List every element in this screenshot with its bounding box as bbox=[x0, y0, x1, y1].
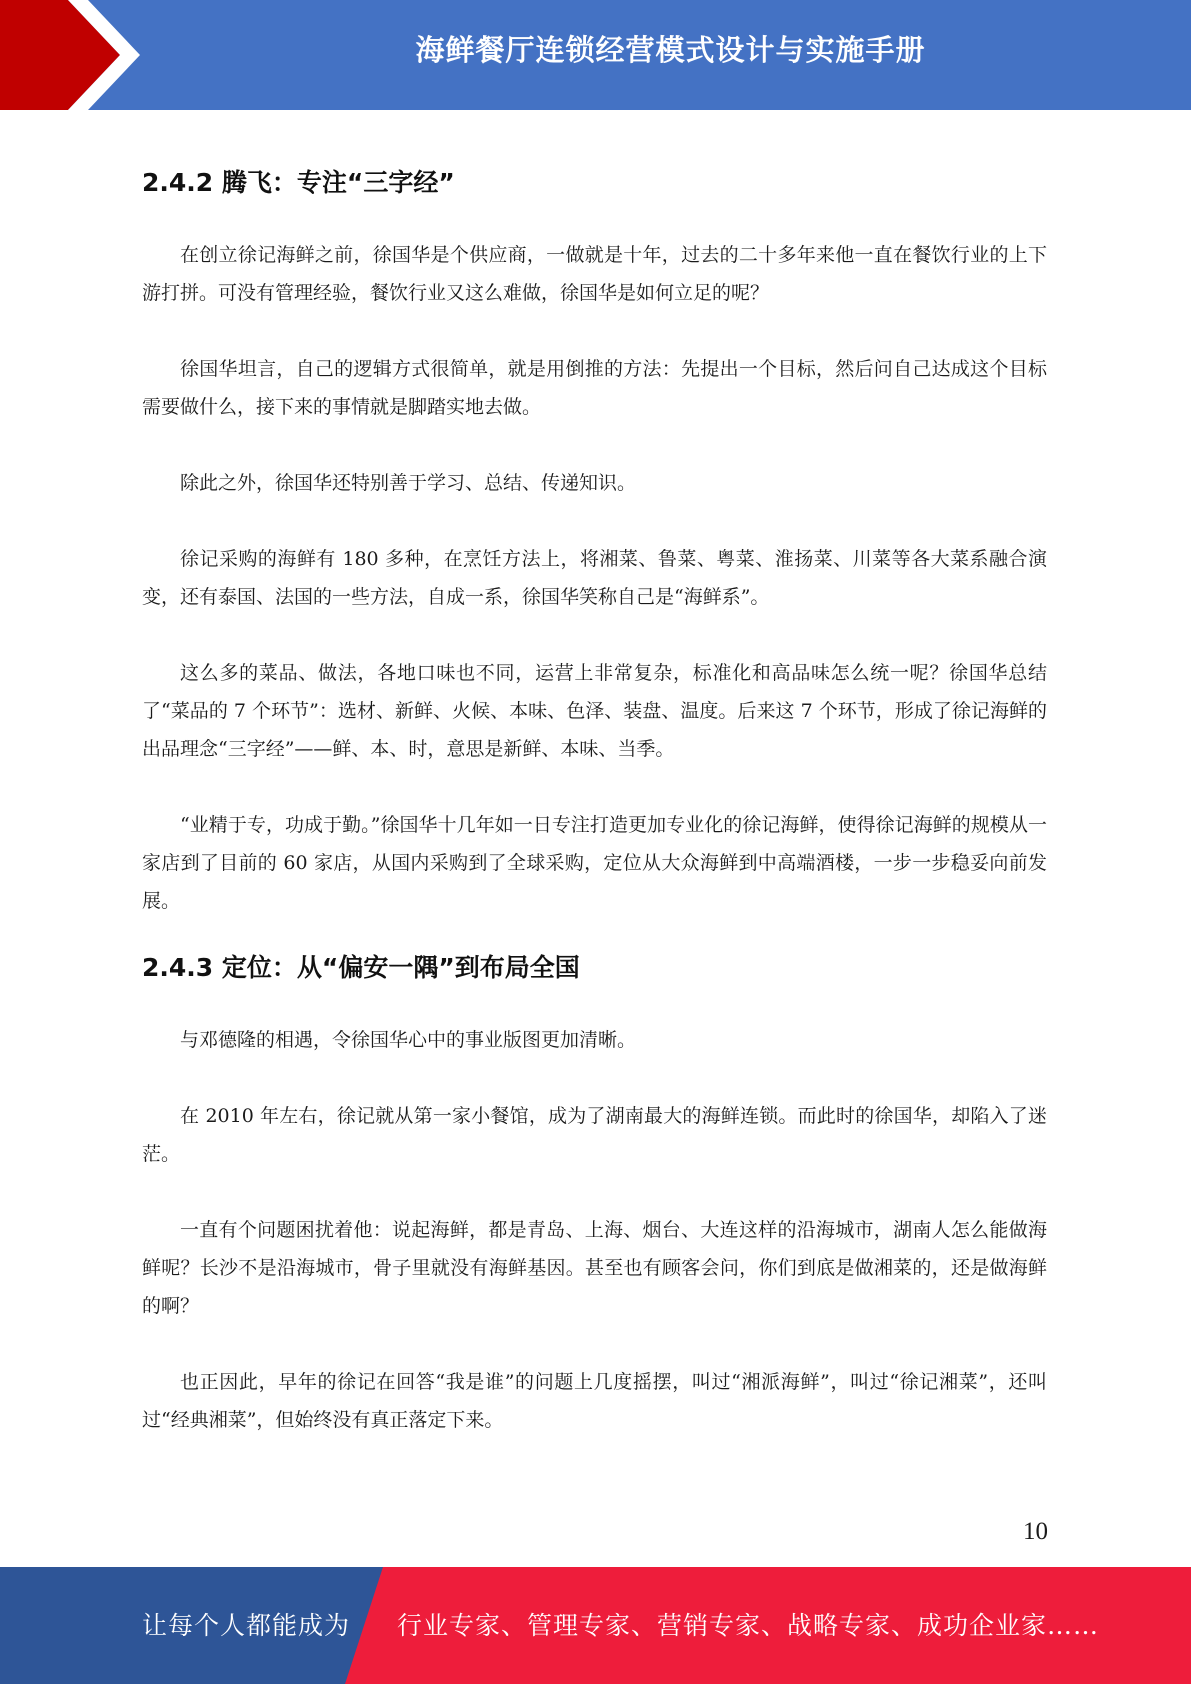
paragraph: 一直有个问题困扰着他：说起海鲜，都是青岛、上海、烟台、大连这样的沿海城市，湖南人怎么能做海鲜呢？长沙不是沿海城市，骨子里就没有海鲜基因。甚至也有顾客会问，你们到底是做湘菜的，还是做海鲜的啊？ bbox=[142, 1219, 1047, 1317]
paragraph: 徐国华坦言，自己的逻辑方式很简单，就是用倒推的方法：先提出一个目标，然后问自己达成这个目标需要做什么，接下来的事情就是脚踏实地去做。 bbox=[142, 358, 1047, 418]
paragraph: 除此之外，徐国华还特别善于学习、总结、传递知识。 bbox=[180, 472, 637, 494]
paragraph: 在创立徐记海鲜之前，徐国华是个供应商，一做就是十年，过去的二十多年来他一直在餐饮行业的上下游打拼。可没有管理经验，餐饮行业又这么难做，徐国华是如何立足的呢？ bbox=[142, 244, 1047, 304]
page-content bbox=[142, 165, 1047, 1439]
page-number: 10 bbox=[1023, 1518, 1048, 1545]
footer-slogan-left: 让每个人都能成为 bbox=[142, 1611, 351, 1640]
paragraph: 与邓德隆的相遇，令徐国华心中的事业版图更加清晰。 bbox=[180, 1029, 637, 1051]
footer-banner bbox=[0, 1567, 1191, 1684]
paragraph: 也正因此，早年的徐记在回答“我是谁”的问题上几度摇摆，叫过“湘派海鲜”，叫过“徐记湘菜”，还叫过“经典湘菜”，但始终没有真正落定下来。 bbox=[142, 1371, 1047, 1431]
header-banner bbox=[0, 0, 1191, 110]
paragraph: 这么多的菜品、做法，各地口味也不同，运营上非常复杂，标准化和高品味怎么统一呢？徐国华总结了“菜品的 7 个环节”：选材、新鲜、火候、本味、色泽、装盘、温度。后来这 7 个环节，形成了徐记海鲜的出品理念“三字经”——鲜、本、时，意思是新鲜、本味、当季。 bbox=[142, 662, 1047, 760]
paragraph: 徐记采购的海鲜有 180 多种，在烹饪方法上，将湘菜、鲁菜、粤菜、淮扬菜、川菜等各大菜系融合演变，还有泰国、法国的一些方法，自成一系，徐国华笑称自己是“海鲜系”。 bbox=[142, 548, 1047, 608]
chevron-arrow-icon bbox=[0, 0, 160, 110]
paragraph: “业精于专，功成于勤。”徐国华十几年如一日专注打造更加专业化的徐记海鲜，使得徐记海鲜的规模从一家店到了目前的 60 家店，从国内采购到了全球采购，定位从大众海鲜到中高端酒楼，一步一步稳妥向前发展。 bbox=[142, 814, 1047, 912]
section-heading: 2.4.2 腾飞：专注“三字经” bbox=[142, 168, 455, 197]
paragraph: 在 2010 年左右，徐记就从第一家小餐馆，成为了湖南最大的海鲜连锁。而此时的徐国华，却陷入了迷茫。 bbox=[142, 1105, 1047, 1165]
section-heading: 2.4.3 定位：从“偏安一隅”到布局全国 bbox=[142, 953, 580, 982]
footer-slogan-right: 行业专家、管理专家、营销专家、战略专家、成功企业家…… bbox=[397, 1611, 1100, 1640]
document-title: 海鲜餐厅连锁经营模式设计与实施手册 bbox=[415, 33, 926, 67]
